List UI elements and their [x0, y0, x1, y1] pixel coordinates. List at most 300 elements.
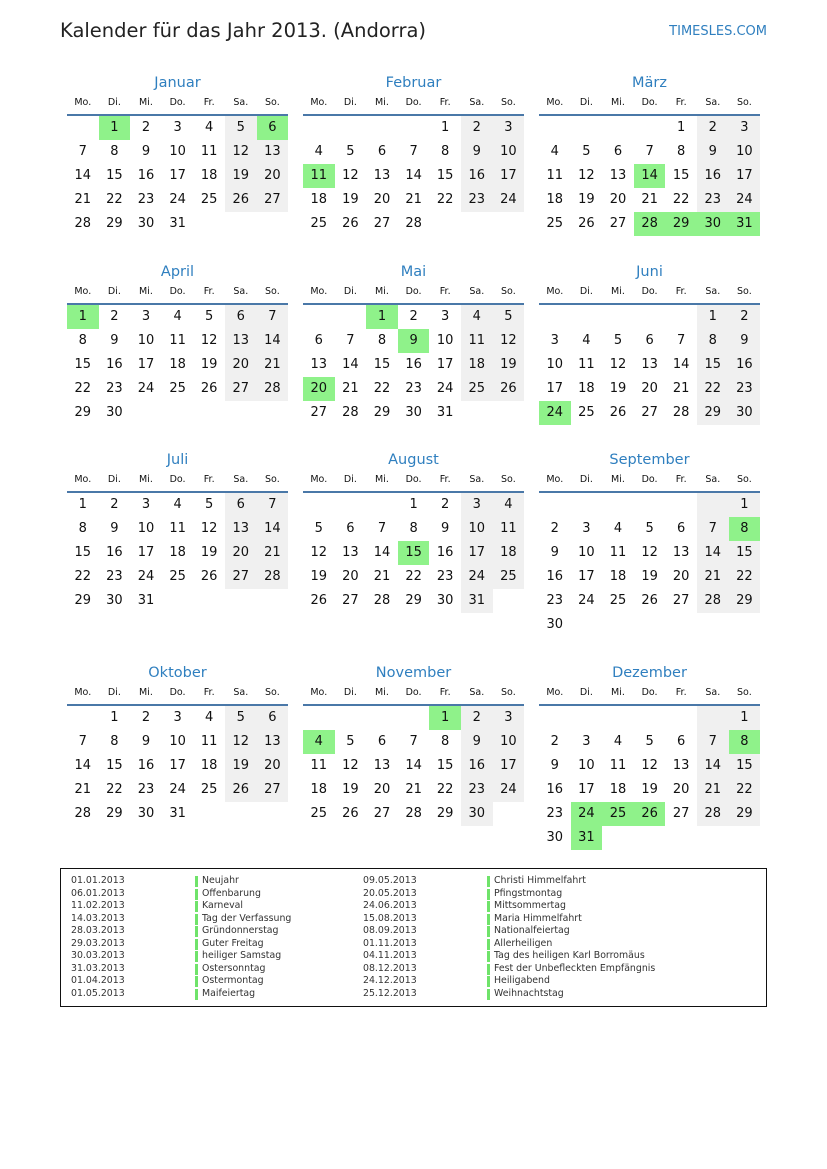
day-cell: 5	[205, 497, 214, 512]
day-cell: 17	[546, 381, 564, 396]
holiday-name: Offenbarung	[202, 887, 261, 899]
day-cell: 8	[110, 144, 119, 159]
day-cell: 16	[546, 782, 564, 797]
day-cell: 23	[405, 381, 422, 396]
day-cell: 13	[264, 734, 281, 749]
holiday-name: Weihnachtstag	[494, 987, 564, 999]
day-cell: 27	[609, 216, 627, 231]
day-cell: 24	[169, 192, 186, 207]
day-cell: 19	[232, 758, 250, 773]
day-cell: 13	[672, 545, 690, 560]
holiday-day-cell: 31	[571, 826, 603, 850]
weekday-header	[539, 474, 760, 488]
weekday-label: Mi.	[375, 286, 389, 297]
day-cell: 9	[472, 734, 481, 749]
day-cell: 25	[578, 405, 595, 420]
day-cell: 13	[310, 357, 328, 372]
day-cell: 6	[677, 734, 686, 749]
day-cell: 30	[436, 593, 454, 608]
day-cell: 20	[641, 381, 658, 396]
day-cell: 21	[641, 192, 658, 207]
holiday-name: Nationalfeiertag	[494, 925, 570, 936]
day-cell: 3	[504, 710, 513, 725]
holiday-date: 01.04.2013	[71, 975, 125, 986]
day-cell: 3	[740, 120, 749, 135]
day-cell: 21	[264, 545, 281, 560]
holiday-entry	[363, 962, 656, 976]
day-cell: 7	[409, 144, 418, 159]
day-cell: 21	[704, 782, 722, 797]
holiday-marker	[195, 989, 198, 1000]
day-cell: 27	[373, 806, 391, 821]
day-cell: 3	[472, 497, 481, 512]
day-cell: 2	[110, 309, 119, 324]
day-cell: 11	[546, 168, 564, 183]
weekday-label: So.	[501, 97, 516, 108]
day-cell: 3	[582, 734, 591, 749]
day-cell: 9	[141, 734, 151, 749]
weekday-label: Di.	[579, 687, 593, 698]
day-cell: 8	[677, 144, 686, 159]
holiday-entry	[71, 875, 361, 888]
day-cell: 28	[672, 405, 690, 420]
day-cell: 29	[736, 593, 753, 608]
day-cell: 19	[641, 782, 658, 797]
day-cell: 7	[268, 309, 277, 324]
day-cell: 7	[677, 333, 686, 348]
day-cell: 14	[704, 758, 722, 773]
weekday-label: Do.	[169, 97, 186, 108]
page-title: Kalender für das Jahr 2013. (Andorra)	[60, 19, 427, 42]
day-cell: 17	[578, 569, 595, 584]
day-cell: 8	[708, 333, 717, 348]
holiday-entry	[363, 913, 653, 926]
holiday-date: 08.09.2013	[363, 925, 417, 936]
day-cell: 3	[550, 333, 559, 348]
weekday-label: So.	[737, 687, 752, 698]
holiday-date: 29.03.2013	[71, 937, 125, 949]
day-cell: 29	[405, 593, 422, 608]
day-cell: 26	[200, 569, 218, 584]
holiday-marker	[487, 939, 490, 950]
day-cell: 13	[641, 357, 658, 372]
day-cell: 10	[500, 144, 517, 159]
holiday-date: 31.03.2013	[71, 962, 125, 974]
day-cell: 16	[137, 168, 155, 183]
day-cell: 12	[578, 168, 595, 183]
day-cell: 24	[169, 782, 186, 797]
day-cell: 24	[468, 569, 486, 584]
day-cell: 18	[609, 569, 627, 584]
weekday-label: Do.	[405, 687, 422, 698]
day-cell: 5	[645, 734, 654, 749]
day-cell: 21	[373, 569, 391, 584]
day-cell: 14	[264, 521, 281, 536]
holiday-marker	[487, 914, 490, 925]
day-cell: 21	[264, 357, 281, 372]
day-cell: 24	[500, 782, 517, 797]
day-cell: 23	[137, 782, 155, 797]
weekday-label: Fr.	[675, 97, 687, 108]
day-cell: 20	[232, 357, 250, 372]
holiday-day-cell: 1	[429, 706, 461, 730]
weekday-label: So.	[737, 286, 752, 297]
day-cell: 14	[74, 758, 92, 773]
weekday-label: Sa.	[705, 687, 721, 698]
day-cell: 27	[264, 192, 281, 207]
day-cell: 25	[169, 381, 186, 396]
day-cell: 10	[546, 357, 564, 372]
day-cell: 11	[609, 758, 627, 773]
weekday-header	[539, 687, 760, 701]
day-cell: 15	[736, 545, 753, 560]
day-cell: 25	[609, 593, 627, 608]
weekday-label: Mi.	[611, 474, 625, 485]
day-cell: 27	[232, 381, 250, 396]
day-cell: 31	[436, 405, 454, 420]
weekday-label: Mi.	[375, 687, 389, 698]
holiday-marker	[195, 901, 198, 912]
holiday-entry	[363, 950, 653, 963]
day-cell: 7	[708, 734, 717, 749]
day-cell: 5	[504, 309, 513, 324]
day-cell: 15	[436, 168, 454, 183]
holiday-day-cell: 24	[539, 401, 571, 425]
weekday-label: Fr.	[675, 687, 687, 698]
day-cell: 16	[736, 357, 753, 372]
day-cell: 17	[137, 545, 155, 560]
holiday-entry	[71, 975, 361, 988]
holiday-entry	[363, 888, 653, 901]
day-cell: 16	[546, 569, 564, 584]
day-cell: 12	[342, 168, 359, 183]
day-cell: 5	[236, 710, 245, 725]
day-cell: 12	[310, 545, 328, 560]
weekday-label: Mo.	[310, 286, 328, 297]
day-cell: 25	[310, 806, 328, 821]
weekday-label: Mo.	[74, 687, 92, 698]
day-cell: 29	[106, 806, 123, 821]
month-name: Februar	[385, 75, 442, 91]
weekday-label: Sa.	[233, 474, 249, 485]
site-link[interactable]: TIMESLES.COM	[669, 24, 767, 39]
day-cell: 20	[373, 782, 391, 797]
day-cell: 12	[641, 545, 658, 560]
holiday-entry	[71, 950, 361, 963]
day-cell: 5	[346, 734, 355, 749]
day-cell: 2	[110, 497, 119, 512]
day-cell: 27	[373, 216, 391, 231]
day-cell: 24	[500, 192, 517, 207]
holiday-day-cell: 6	[257, 116, 289, 140]
day-cell: 10	[578, 545, 595, 560]
month-name: April	[160, 264, 195, 280]
weekday-label: Fr.	[203, 474, 215, 485]
holiday-day-cell: 25	[602, 802, 634, 826]
weekday-label: Mo.	[74, 474, 92, 485]
weekday-label: So.	[265, 97, 280, 108]
day-cell: 19	[310, 569, 328, 584]
day-cell: 11	[169, 521, 186, 536]
holiday-marker	[487, 976, 490, 987]
day-cell: 10	[578, 758, 595, 773]
month-name: November	[375, 665, 452, 681]
day-cell: 2	[141, 710, 151, 725]
day-cell: 18	[546, 192, 564, 207]
weekday-header	[303, 474, 524, 488]
day-cell: 9	[550, 758, 559, 773]
holiday-day-cell: 1	[366, 305, 398, 329]
day-cell: 28	[264, 381, 281, 396]
holiday-day-cell: 24	[571, 802, 603, 826]
holiday-date: 25.12.2013	[363, 987, 417, 999]
day-cell: 4	[613, 521, 623, 536]
day-cell: 17	[736, 168, 753, 183]
holiday-marker	[195, 876, 198, 887]
day-cell: 5	[582, 144, 591, 159]
day-cell: 29	[373, 405, 391, 420]
day-cell: 10	[137, 521, 155, 536]
holiday-name: Christi Himmelfahrt	[494, 875, 586, 886]
day-cell: 6	[377, 144, 387, 159]
holiday-marker	[195, 914, 198, 925]
weekday-label: Di.	[107, 687, 121, 698]
day-cell: 14	[405, 168, 422, 183]
day-cell: 20	[672, 569, 690, 584]
day-cell: 10	[468, 521, 486, 536]
day-cell: 20	[373, 192, 391, 207]
day-cell: 14	[264, 333, 281, 348]
day-cell: 23	[436, 569, 454, 584]
holiday-date: 08.12.2013	[363, 962, 417, 974]
holiday-date: 24.12.2013	[363, 975, 417, 986]
holiday-marker	[487, 876, 490, 887]
weekday-header	[303, 286, 524, 300]
holiday-name: Maria Himmelfahrt	[494, 912, 582, 924]
day-cell: 7	[409, 734, 418, 749]
day-cell: 22	[106, 782, 123, 797]
day-cell: 2	[708, 120, 717, 135]
day-cell: 17	[468, 545, 486, 560]
day-cell: 23	[468, 782, 486, 797]
holiday-entry	[71, 963, 361, 976]
weekday-header	[539, 97, 760, 111]
day-cell: 15	[736, 758, 753, 773]
weekday-header	[303, 687, 524, 701]
weekday-header	[67, 687, 288, 701]
day-cell: 3	[582, 521, 591, 536]
day-cell: 7	[78, 734, 87, 749]
day-cell: 26	[342, 806, 359, 821]
weekday-label: Di.	[579, 286, 593, 297]
day-cell: 7	[708, 521, 717, 536]
day-cell: 23	[546, 806, 564, 821]
day-cell: 26	[232, 782, 250, 797]
day-cell: 22	[736, 569, 753, 584]
day-cell: 21	[405, 782, 422, 797]
day-cell: 18	[578, 381, 595, 396]
day-cell: 13	[264, 144, 281, 159]
weekday-label: Do.	[641, 474, 658, 485]
holiday-entry	[363, 975, 653, 988]
weekday-label: Fr.	[675, 474, 687, 485]
holiday-date: 24.06.2013	[363, 900, 417, 911]
day-cell: 11	[200, 144, 218, 159]
day-cell: 24	[578, 593, 595, 608]
day-cell: 18	[500, 545, 517, 560]
day-cell: 25	[468, 381, 486, 396]
day-cell: 18	[310, 782, 328, 797]
day-cell: 22	[405, 569, 422, 584]
day-cell: 8	[377, 333, 387, 348]
weekday-label: So.	[501, 286, 516, 297]
day-cell: 30	[546, 617, 564, 632]
day-cell: 1	[677, 120, 686, 135]
day-cell: 4	[550, 144, 559, 159]
weekday-label: Sa.	[705, 286, 721, 297]
weekday-label: Mo.	[546, 286, 564, 297]
day-cell: 13	[373, 758, 391, 773]
weekday-label: Mi.	[139, 474, 153, 485]
day-cell: 11	[169, 333, 186, 348]
day-cell: 22	[74, 381, 92, 396]
holiday-date: 20.05.2013	[363, 887, 417, 899]
day-cell: 9	[708, 144, 717, 159]
weekday-label: Do.	[169, 474, 186, 485]
day-cell: 22	[672, 192, 690, 207]
day-cell: 10	[169, 734, 186, 749]
day-cell: 4	[173, 309, 182, 324]
day-cell: 25	[500, 569, 517, 584]
holiday-date: 11.02.2013	[71, 900, 125, 911]
day-cell: 2	[740, 309, 749, 324]
day-cell: 18	[468, 357, 486, 372]
day-cell: 29	[704, 405, 722, 420]
day-cell: 22	[704, 381, 722, 396]
day-cell: 28	[704, 806, 722, 821]
day-cell: 13	[342, 545, 359, 560]
day-cell: 8	[78, 333, 87, 348]
holiday-name: Ostersonntag	[202, 962, 266, 974]
day-cell: 13	[609, 168, 627, 183]
weekday-label: Di.	[107, 474, 121, 485]
day-cell: 11	[200, 734, 218, 749]
weekday-label: Fr.	[203, 687, 215, 698]
day-cell: 30	[468, 806, 486, 821]
day-cell: 10	[169, 144, 186, 159]
day-cell: 2	[550, 521, 559, 536]
weekday-header	[303, 97, 524, 111]
day-cell: 1	[441, 120, 450, 135]
weekday-label: Mo.	[310, 687, 328, 698]
day-cell: 16	[106, 545, 123, 560]
day-cell: 21	[405, 192, 422, 207]
day-cell: 6	[268, 710, 277, 725]
day-cell: 4	[613, 734, 623, 749]
weekday-header	[67, 474, 288, 488]
day-cell: 6	[236, 309, 245, 324]
day-cell: 14	[373, 545, 391, 560]
day-cell: 27	[310, 405, 328, 420]
holiday-entry	[71, 900, 361, 913]
day-cell: 30	[736, 405, 753, 420]
weekday-label: So.	[265, 474, 280, 485]
day-cell: 1	[78, 497, 87, 512]
month-name: Januar	[154, 75, 201, 91]
day-cell: 4	[582, 333, 591, 348]
day-cell: 19	[200, 545, 218, 560]
day-cell: 26	[342, 216, 359, 231]
holiday-name: Gründonnerstag	[202, 925, 279, 936]
weekday-label: So.	[501, 474, 516, 485]
day-cell: 27	[264, 782, 281, 797]
day-cell: 21	[74, 192, 92, 207]
day-cell: 6	[613, 144, 623, 159]
day-cell: 8	[409, 521, 418, 536]
holiday-date: 01.01.2013	[71, 875, 125, 886]
day-cell: 9	[550, 545, 559, 560]
day-cell: 28	[74, 216, 92, 231]
day-cell: 27	[672, 593, 690, 608]
day-cell: 20	[672, 782, 690, 797]
holiday-marker	[487, 926, 490, 937]
day-cell: 15	[704, 357, 722, 372]
day-cell: 17	[500, 758, 517, 773]
day-cell: 29	[736, 806, 753, 821]
day-cell: 19	[200, 357, 218, 372]
holiday-entry	[363, 875, 653, 888]
day-cell: 19	[342, 782, 359, 797]
day-cell: 5	[314, 521, 323, 536]
day-cell: 9	[110, 521, 119, 536]
holiday-entry	[71, 888, 361, 901]
day-cell: 29	[74, 405, 92, 420]
day-cell: 26	[609, 405, 627, 420]
holiday-entry	[71, 988, 361, 1001]
holiday-name: Karneval	[202, 900, 244, 911]
holiday-entry	[71, 938, 361, 951]
day-cell: 23	[704, 192, 722, 207]
day-cell: 26	[310, 593, 328, 608]
holiday-marker	[487, 889, 490, 900]
day-cell: 22	[106, 192, 123, 207]
day-cell: 31	[169, 216, 186, 231]
holiday-marker	[195, 926, 198, 937]
day-cell: 12	[232, 144, 250, 159]
day-cell: 27	[641, 405, 658, 420]
day-cell: 14	[672, 357, 690, 372]
day-cell: 23	[546, 593, 564, 608]
holiday-entry	[71, 925, 361, 938]
day-cell: 29	[74, 593, 92, 608]
weekday-label: Mi.	[611, 687, 625, 698]
holiday-day-cell: 14	[634, 164, 666, 188]
holiday-name: Pfingstmontag	[494, 887, 563, 899]
holiday-marker	[195, 976, 198, 987]
day-cell: 11	[578, 357, 595, 372]
day-cell: 2	[409, 309, 418, 324]
month-name: Juni	[636, 264, 663, 280]
day-cell: 9	[472, 144, 481, 159]
day-cell: 18	[200, 758, 218, 773]
day-cell: 1	[740, 710, 749, 725]
day-cell: 5	[236, 120, 245, 135]
weekday-label: Mi.	[611, 286, 625, 297]
weekday-label: Sa.	[233, 286, 249, 297]
day-cell: 15	[106, 758, 123, 773]
day-cell: 30	[137, 216, 155, 231]
holiday-date: 30.03.2013	[71, 950, 125, 961]
